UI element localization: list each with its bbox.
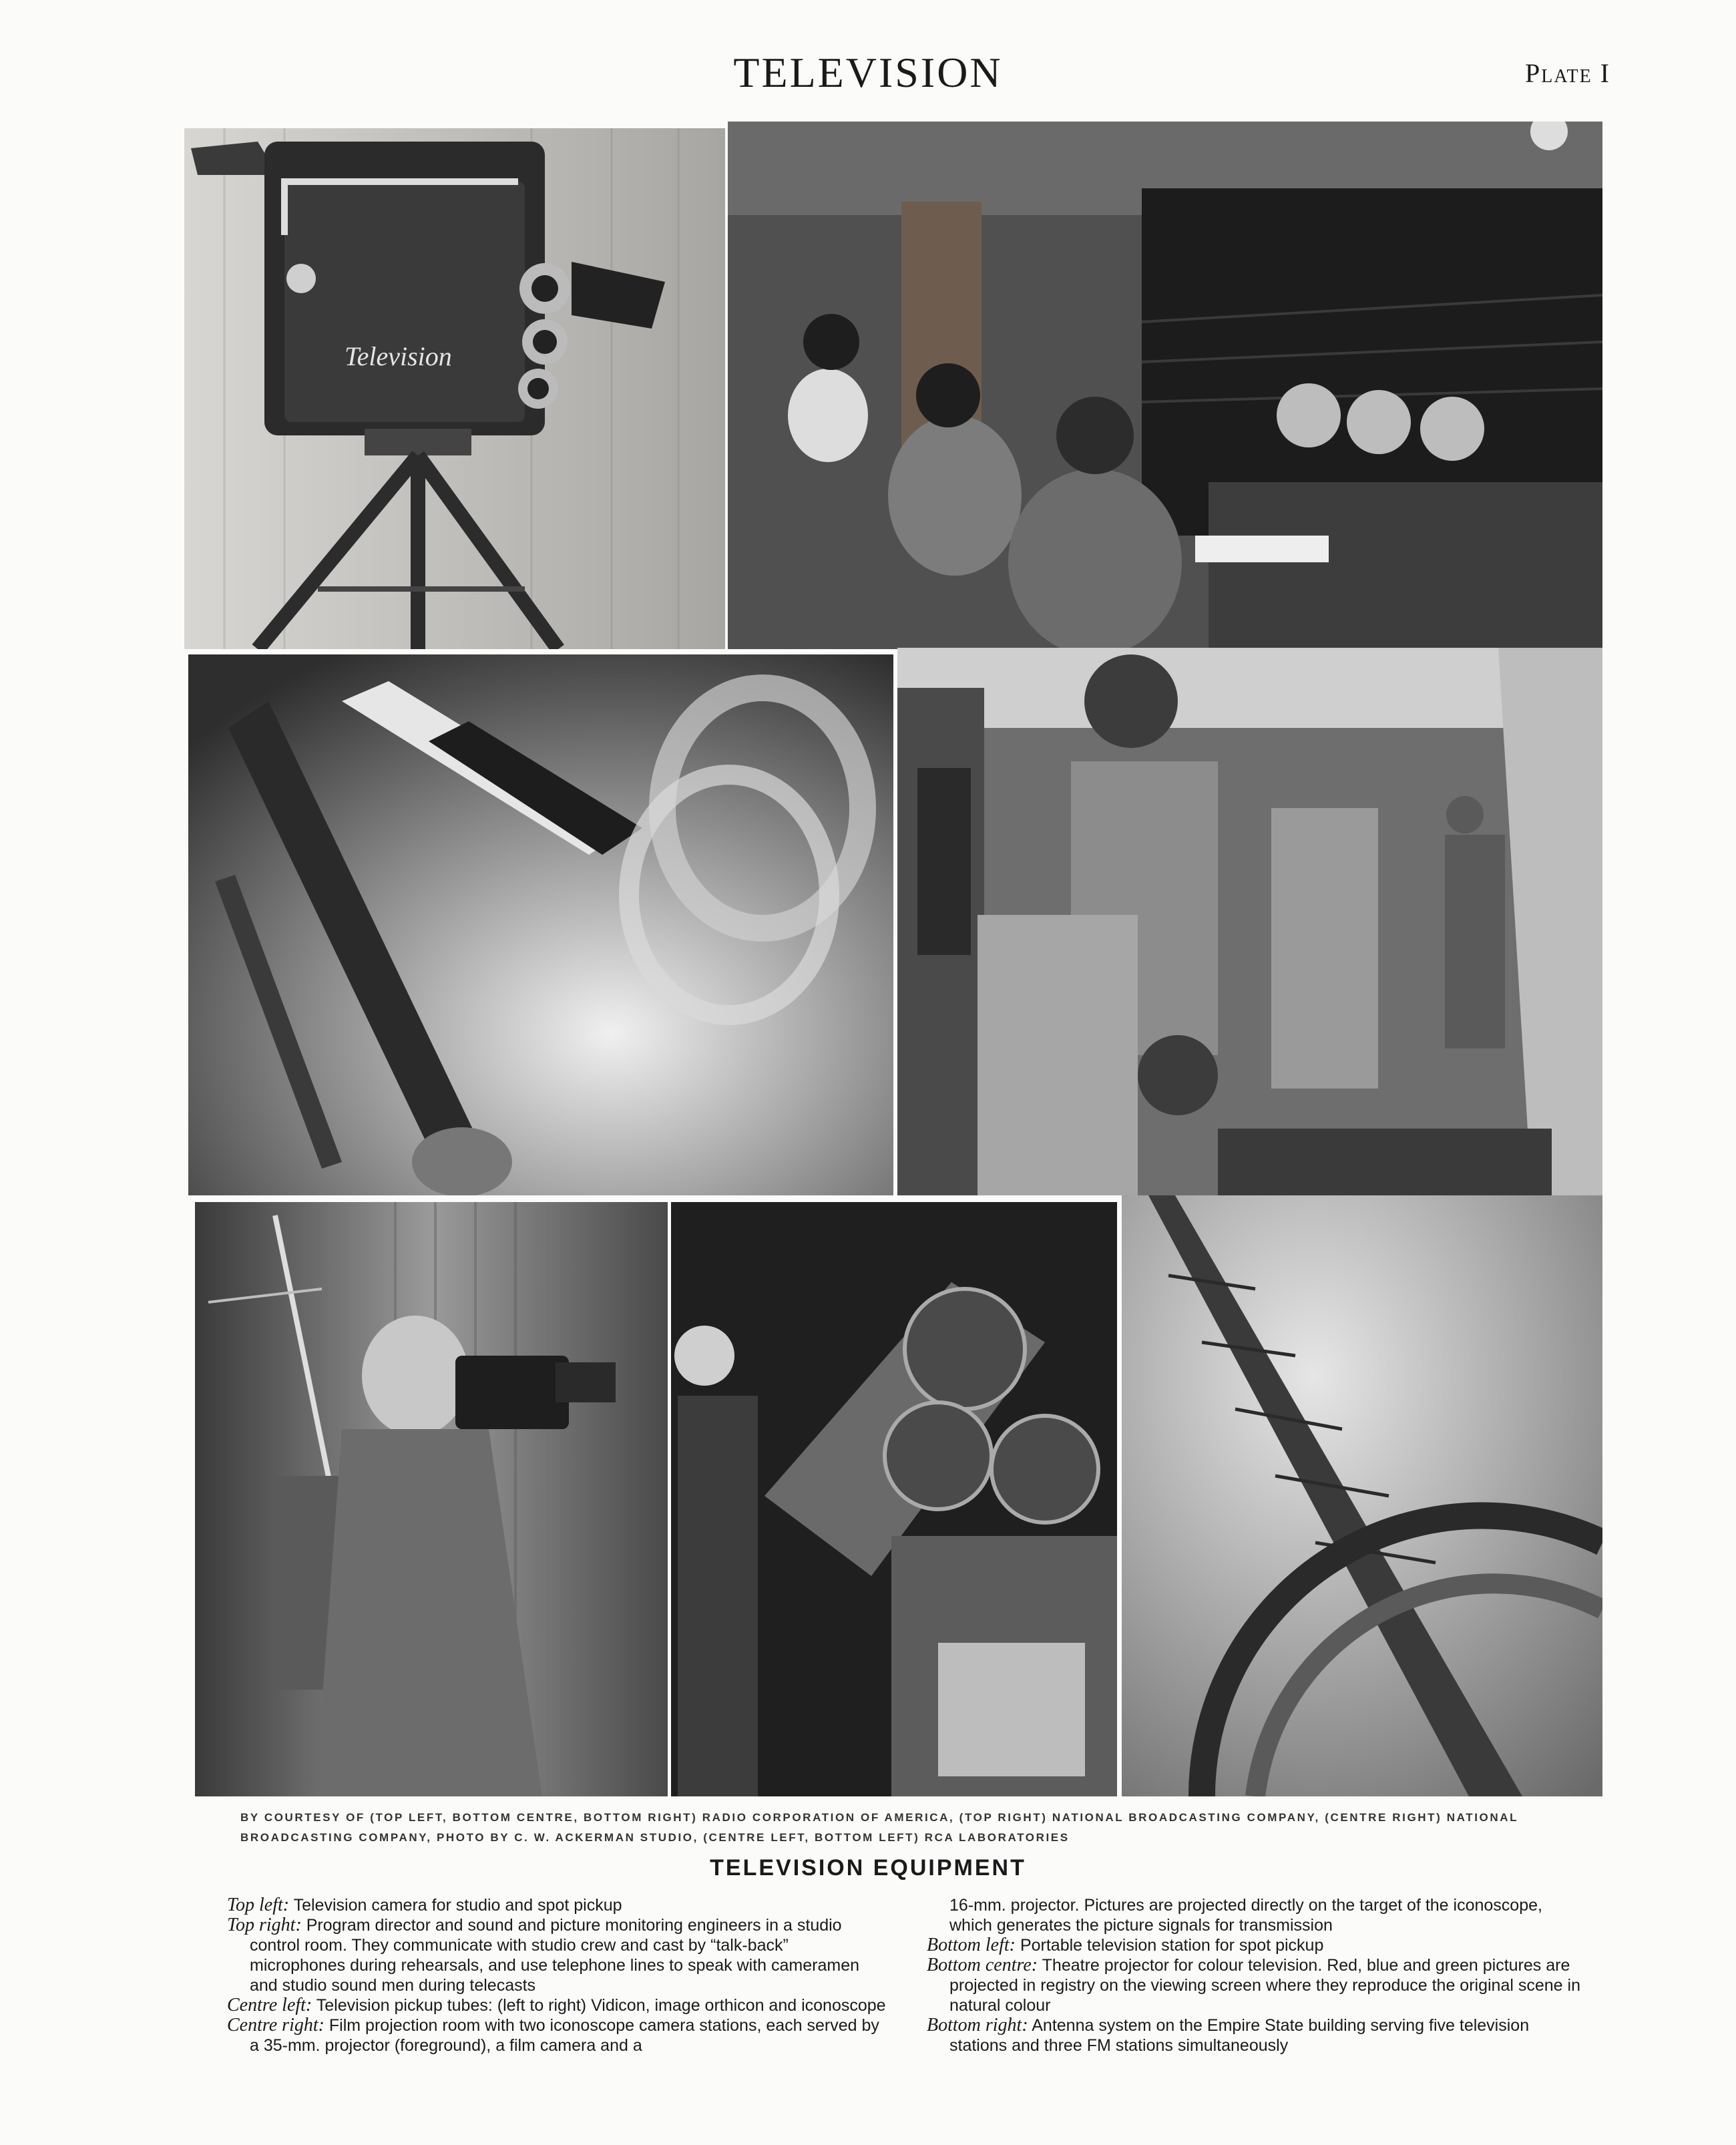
projection-room-photo <box>897 648 1602 1195</box>
caption-bottom-left: Bottom left: Portable television station for spot pickup <box>927 1935 1324 1955</box>
control-room-photo <box>728 122 1602 649</box>
theatre-projector-photo <box>671 1202 1117 1796</box>
caption-centre-left: Centre left: Television pickup tubes: (left to right) Vidicon, image orthicon and iconoscope <box>227 1995 886 2015</box>
caption-top-left: Top left: Television camera for studio and spot pickup <box>227 1895 622 1915</box>
portable-station-photo <box>195 1202 668 1796</box>
page-title: TELEVISION <box>733 49 1003 96</box>
plate-number: Plate I <box>1525 58 1610 88</box>
antenna-tower-photo <box>1122 1195 1602 1796</box>
captions-right-column <box>927 1895 1588 2056</box>
caption-bottom-centre: Bottom centre: Theatre projector for colour television. Red, blue and green pictures are projected in registry on the viewing screen where they reproduce the original scene in natural colour <box>927 1955 1580 2015</box>
camera-badge-text: Television <box>345 341 452 371</box>
pickup-tubes-photo <box>188 654 893 1195</box>
studio-camera-photo <box>184 128 725 649</box>
caption-top-right: Top right: Program director and sound and picture monitoring engineers in a studio control room. They communicate with studio crew and cast by “talk-back” microphones during rehearsals, and use telephone lines to speak with cameramen and studio sound men during telecasts <box>227 1915 860 1995</box>
caption-bottom-right: Bottom right: Antenna system on the Empire State building serving five television stations and three FM stations simultaneously <box>927 2015 1530 2055</box>
caption-centre-right-continued: 16-mm. projector. Pictures are projected directly on the target of the iconoscope, which generates the picture signals for transmission <box>949 1896 1542 1935</box>
caption-centre-right: Centre right: Film projection room with two iconoscope camera stations, each served by a 35-mm. projector (foreground), a film camera and a <box>227 2015 879 2055</box>
section-title: TELEVISION EQUIPMENT <box>710 1855 1026 1881</box>
captions-left-column <box>227 1895 888 2056</box>
photo-credit: BY COURTESY OF (TOP LEFT, BOTTOM CENTRE, BOTTOM RIGHT) RADIO CORPORATION OF AMERICA, (TOP RIGHT) NATIONAL BROADCASTING COMPANY, (CENTRE RIGHT) NATIONAL BROADCASTING COMPANY, PHOTO BY C. W. ACKERMAN STUDIO, (CENTRE LEFT, BOTTOM LEFT) RCA LABORATORIES <box>240 1811 1518 1844</box>
